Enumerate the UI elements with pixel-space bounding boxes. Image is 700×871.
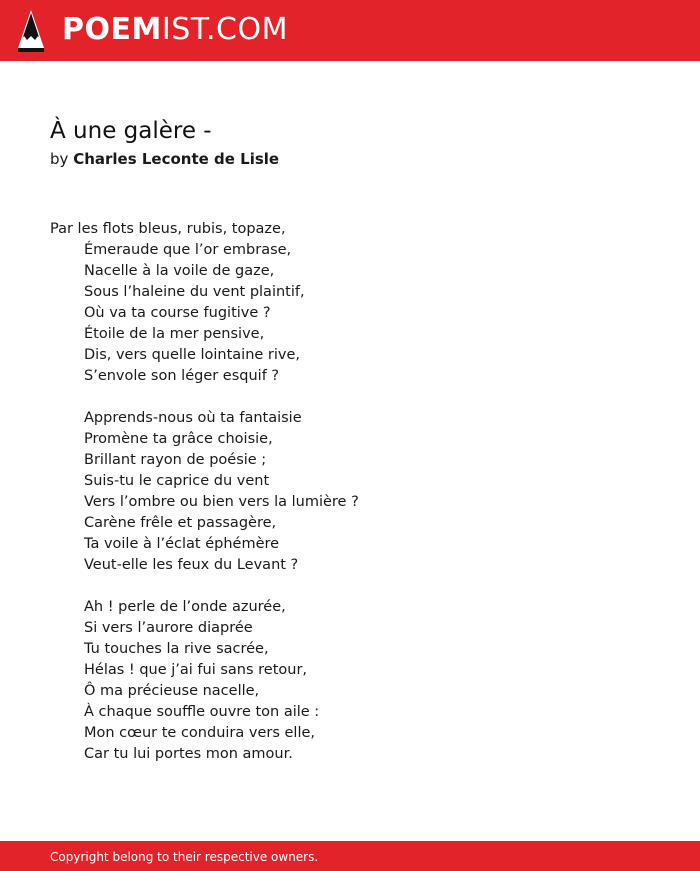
poem-line: Vers l’ombre ou bien vers la lumière ?	[84, 494, 359, 510]
poem-line: Brillant rayon de poésie ;	[84, 452, 267, 468]
brand-bold-text: POEM	[62, 12, 162, 47]
poem-byline	[50, 149, 279, 169]
poem-line: Mon cœur te conduira vers elle,	[84, 725, 316, 741]
poem-title: À une galère -	[50, 118, 212, 144]
poem-line: Ô ma précieuse nacelle,	[84, 683, 260, 699]
poem-line: Car tu lui portes mon amour.	[84, 746, 293, 762]
poem-line: Ah ! perle de l’onde azurée,	[84, 599, 286, 615]
poem-line: Étoile de la mer pensive,	[84, 326, 265, 342]
poem-line: Hélas ! que j’ai fui sans retour,	[84, 662, 308, 678]
stanza-break	[50, 387, 650, 408]
poem-line: Suis-tu le caprice du vent	[84, 473, 270, 489]
poem-line: Émeraude que l’or embrase,	[84, 242, 292, 258]
brand-light-text: IST.COM	[161, 12, 288, 47]
poem-line: Tu touches la rive sacrée,	[84, 641, 269, 657]
poem-line: Veut-elle les feux du Levant ?	[84, 557, 299, 573]
poem-line: Dis, vers quelle lointaine rive,	[84, 347, 301, 363]
poem-line: Promène ta grâce choisie,	[84, 431, 273, 447]
site-header	[0, 0, 700, 61]
poem-line: Où va ta course fugitive ?	[84, 305, 271, 321]
poem-line: Sous l’haleine du vent plaintif,	[84, 284, 305, 300]
poem-line: Par les flots bleus, rubis, topaze,	[50, 221, 286, 237]
poem-line: Apprends-nous où ta fantaisie	[84, 410, 302, 426]
poem-line: Ta voile à l’éclat éphémère	[84, 536, 280, 552]
poem-author: Charles Leconte de Lisle	[73, 150, 280, 168]
site-logo[interactable]	[18, 10, 44, 52]
byline-label: by	[50, 150, 69, 168]
poem-body	[50, 219, 650, 765]
poem-line: S’envole son léger esquif ?	[84, 368, 280, 384]
stanza-break	[50, 576, 650, 597]
poem-line: Nacelle à la voile de gaze,	[84, 263, 275, 279]
pencil-tip-icon	[18, 10, 44, 52]
poem-line: À chaque souffle ouvre ton aile :	[84, 704, 320, 720]
site-footer	[0, 841, 700, 871]
site-brand[interactable]	[62, 11, 288, 49]
poem-line: Carène frêle et passagère,	[84, 515, 277, 531]
poem-line: Si vers l’aurore diaprée	[84, 620, 253, 636]
copyright-notice: Copyright belong to their respective owners.	[50, 850, 319, 864]
